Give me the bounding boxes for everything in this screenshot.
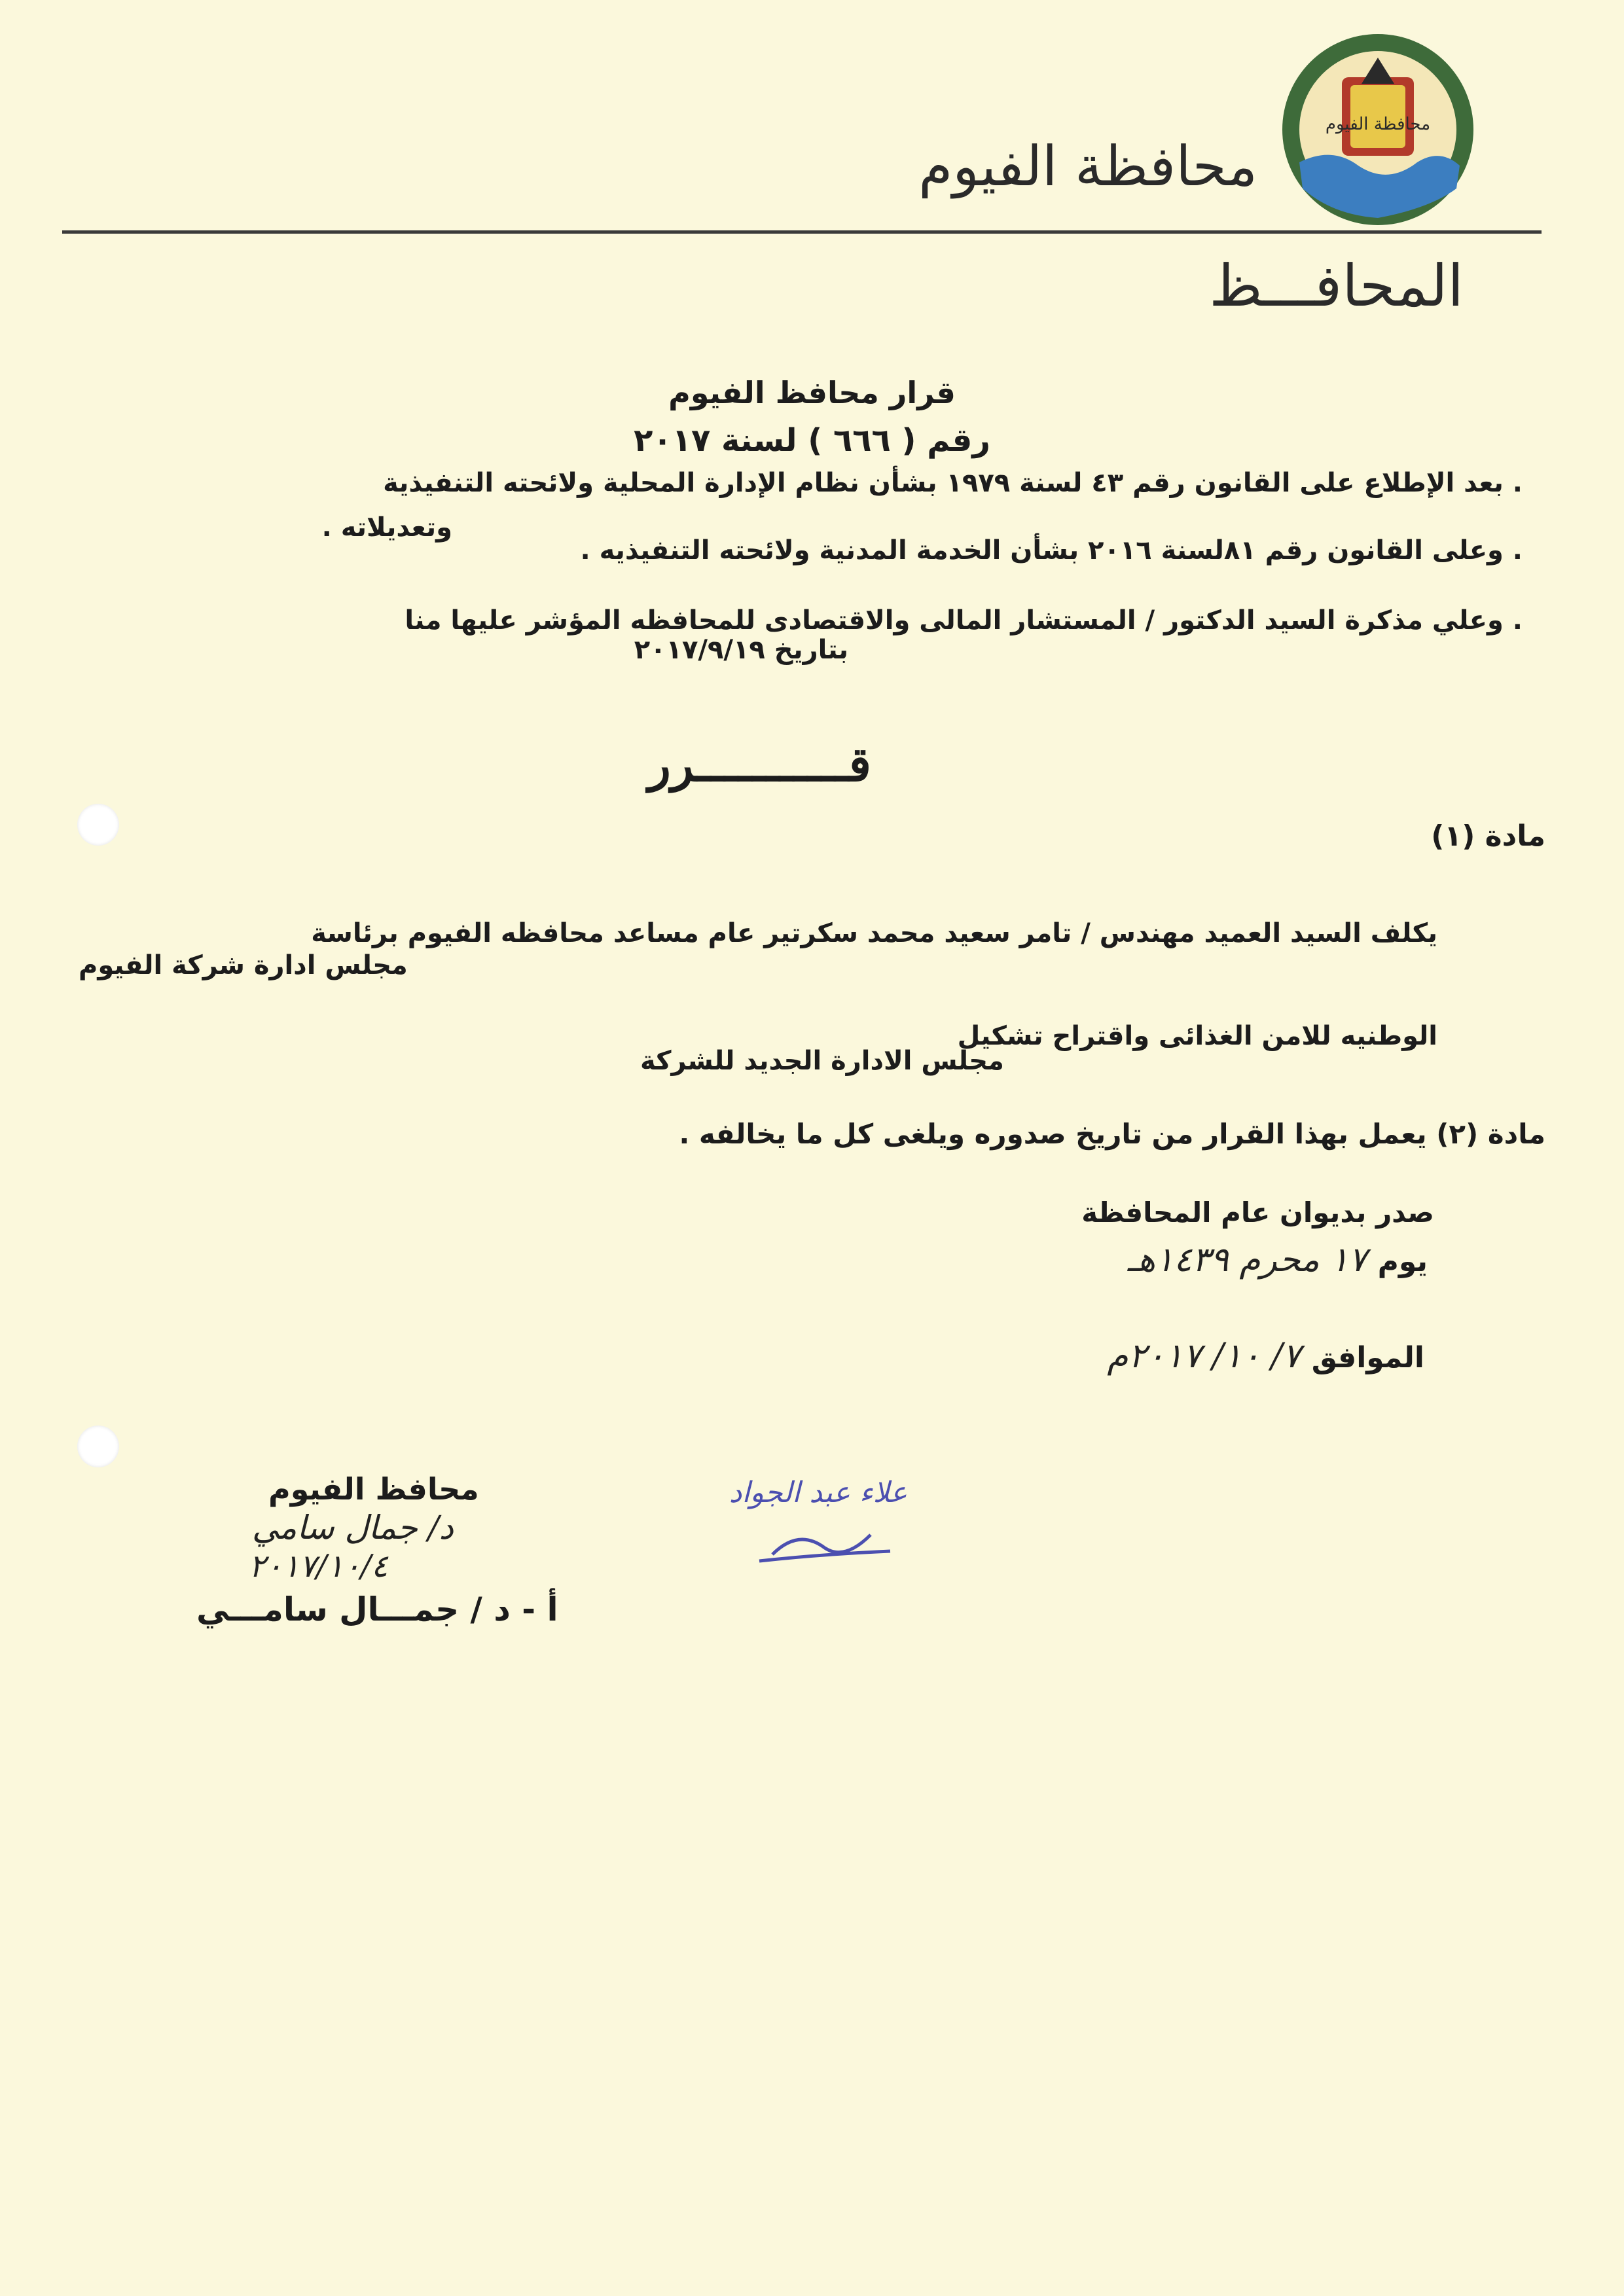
article-1-line-2-cont: مجلس الادارة الجديد للشركة	[640, 1046, 1004, 1076]
governorate-name: محافظة الفيوم	[918, 134, 1257, 198]
second-signature-text: علاء عبد الجواد	[729, 1476, 908, 1509]
preamble-law-43: . بعد الإطلاع على القانون رقم ٤٣ لسنة ١٩٧٩ بشأن نظام الإدارة المحلية ولائحته التنفيذية	[383, 468, 1523, 498]
decided-heading: قـــــــــــرر	[648, 736, 871, 792]
preamble-law-43-cont: وتعديلاته .	[321, 512, 452, 543]
decree-title: قرار محافظ الفيوم	[668, 375, 956, 410]
article-1-line-2: الوطنيه للامن الغذائى واقتراح تشكيل	[957, 1021, 1437, 1051]
article-1-line-1: يكلف السيد العميد مهندس / تامر سعيد محمد سكرتير عام مساعد محافظه الفيوم برئاسة	[311, 918, 1437, 948]
equiv-label: الموافق	[1311, 1341, 1424, 1374]
preamble-memo-cont: بتاريخ ٢٠١٧/٩/١٩	[634, 635, 848, 665]
issued-at: صدر بديوان عام المحافظة	[1081, 1196, 1434, 1229]
gregorian-date-value: ٧/ ١٠/ ٢٠١٧م	[1107, 1336, 1301, 1376]
preamble-law-81: . وعلى القانون رقم ٨١لسنة ٢٠١٦ بشأن الخدمة المدنية ولائحته التنفيذيه .	[580, 535, 1523, 565]
decree-number: رقم ( ٦٦٦ ) لسنة ٢٠١٧	[634, 422, 990, 459]
hijri-date	[1128, 1240, 1428, 1280]
handwritten-signature: د/ جمال سامي	[252, 1509, 454, 1547]
day-label: يوم	[1377, 1245, 1428, 1278]
punch-hole	[77, 804, 119, 846]
signatory-name: أ - د / جمـــال سامـــي	[196, 1590, 558, 1628]
punch-hole	[77, 1426, 119, 1467]
preamble-memo: . وعلي مذكرة السيد الدكتور / المستشار المالى والاقتصادى للمحافظه المؤشر عليها منا	[405, 605, 1523, 636]
logo-text: محافظة الفيوم	[1325, 115, 1431, 134]
signature-date: ٢٠١٧/١٠/٤	[249, 1548, 388, 1585]
office-title: المحافـــظ	[1209, 252, 1464, 319]
article-1-line-1-cont: مجلس ادارة شركة الفيوم	[79, 950, 408, 980]
header-divider	[62, 230, 1542, 234]
article-1-heading: مادة (١)	[1431, 819, 1545, 853]
signatory-title: محافظ الفيوم	[268, 1471, 479, 1507]
hijri-date-value: ١٧ محرم ١٤٣٩هـ	[1127, 1240, 1367, 1280]
second-signature	[720, 1456, 916, 1581]
gregorian-date	[1107, 1336, 1424, 1376]
governorate-logo	[1280, 31, 1476, 228]
article-2: مادة (٢) يعمل بهذا القرار من تاريخ صدوره ويلغى كل ما يخالفه .	[679, 1118, 1545, 1150]
